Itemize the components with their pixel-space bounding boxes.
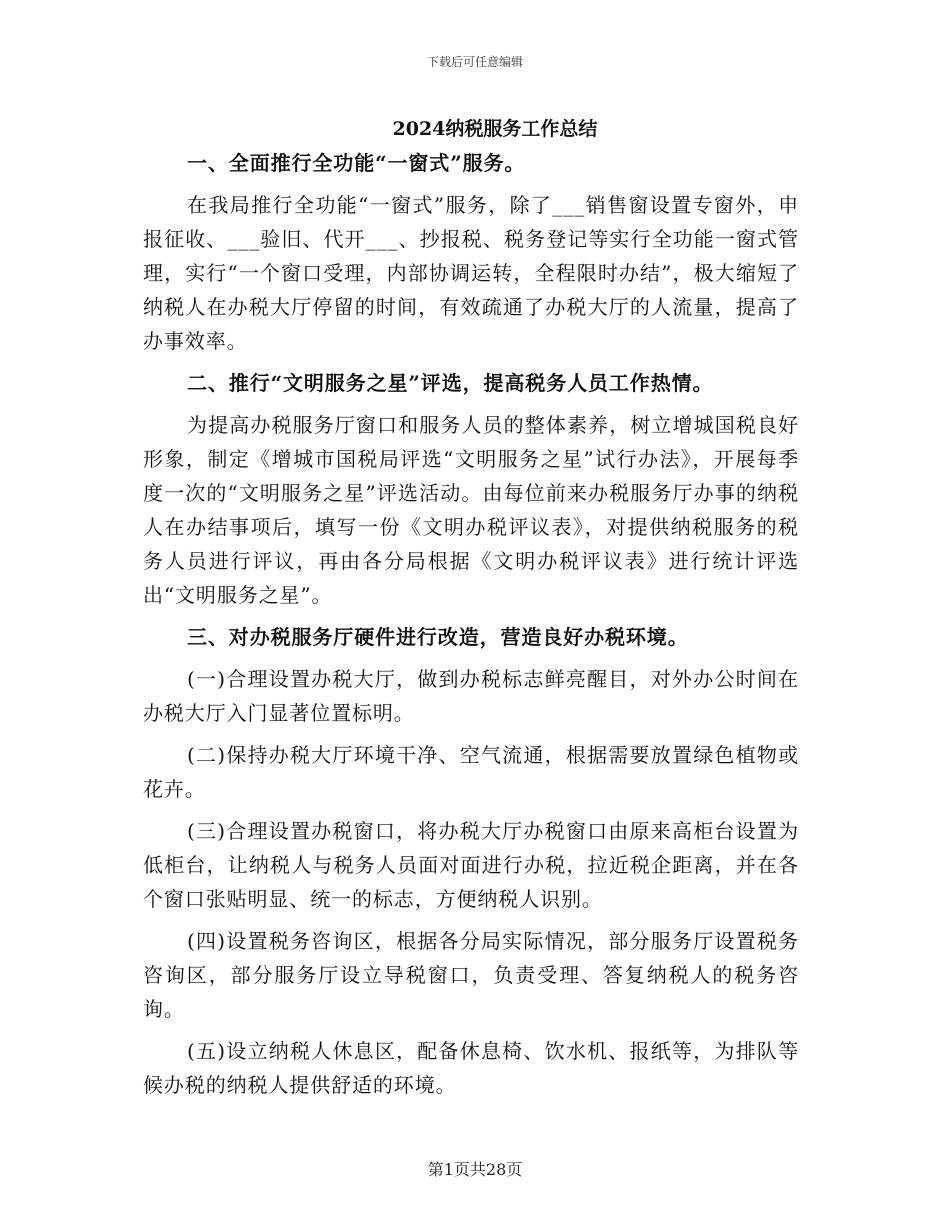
section-heading-2: 二、推行“文明服务之星”评选，提高税务人员工作热情。 <box>187 371 714 395</box>
list-item-2: (二)保持办税大厅环境干净、空气流通，根据需要放置绿色植物或花卉。 <box>143 743 799 801</box>
list-item-4: (四)设置税务咨询区，根据各分局实际情况，部分服务厅设置税务咨询区，部分服务厅设立导税窗口，负责受理、答复纳税人的税务咨询。 <box>143 929 799 1021</box>
header-note: 下载后可任意编辑 <box>426 55 523 69</box>
list-item-5: (五)设立纳税人休息区，配备休息椅、饮水机、报纸等，为排队等候办税的纳税人提供舒适的环境。 <box>143 1039 799 1097</box>
list-item-1: (一)合理设置办税大厅，做到办税标志鲜亮醒目，对外办公时间在办税大厅入门显著位置标明。 <box>143 667 799 725</box>
page-footer: 第1页共28页 <box>427 1160 523 1179</box>
list-item-3: (三)合理设置办税窗口，将办税大厅办税窗口由原来高柜台设置为低柜台，让纳税人与税务人员面对面进行办税，拉近税企距离，并在各个窗口张贴明显、统一的标志，方便纳税人识别。 <box>143 819 799 911</box>
document-title: 2024纳税服务工作总结 <box>392 118 598 140</box>
document-body <box>143 146 799 1110</box>
section-heading-1: 一、全面推行全功能“一窗式”服务。 <box>187 151 526 175</box>
paragraph-2: 为提高办税服务厅窗口和服务人员的整体素养，树立增城国税良好形象，制定《增城市国税局评选“文明服务之星”试行办法》，开展每季度一次的“文明服务之星”评选活动。由每位前来办税服务厅办事的纳税人在办结事项后，填写一份《文明办税评议表》，对提供纳税服务的税务人员进行评议，再由各分局根据《文明办税评议表》进行统计评选出“文明服务之星”。 <box>143 413 799 607</box>
paragraph-1: 在我局推行全功能“一窗式”服务，除了___销售窗设置专窗外，申报征收、___验旧、代开___、抄报税、税务登记等实行全功能一窗式管理，实行“一个窗口受理，内部协调运转，全程限时办结”，极大缩短了纳税人在办税大厅停留的时间，有效疏通了办税大厅的人流量，提高了办事效率。 <box>143 193 799 353</box>
section-heading-3: 三、对办税服务厅硬件进行改造，营造良好办税环境。 <box>187 625 689 649</box>
